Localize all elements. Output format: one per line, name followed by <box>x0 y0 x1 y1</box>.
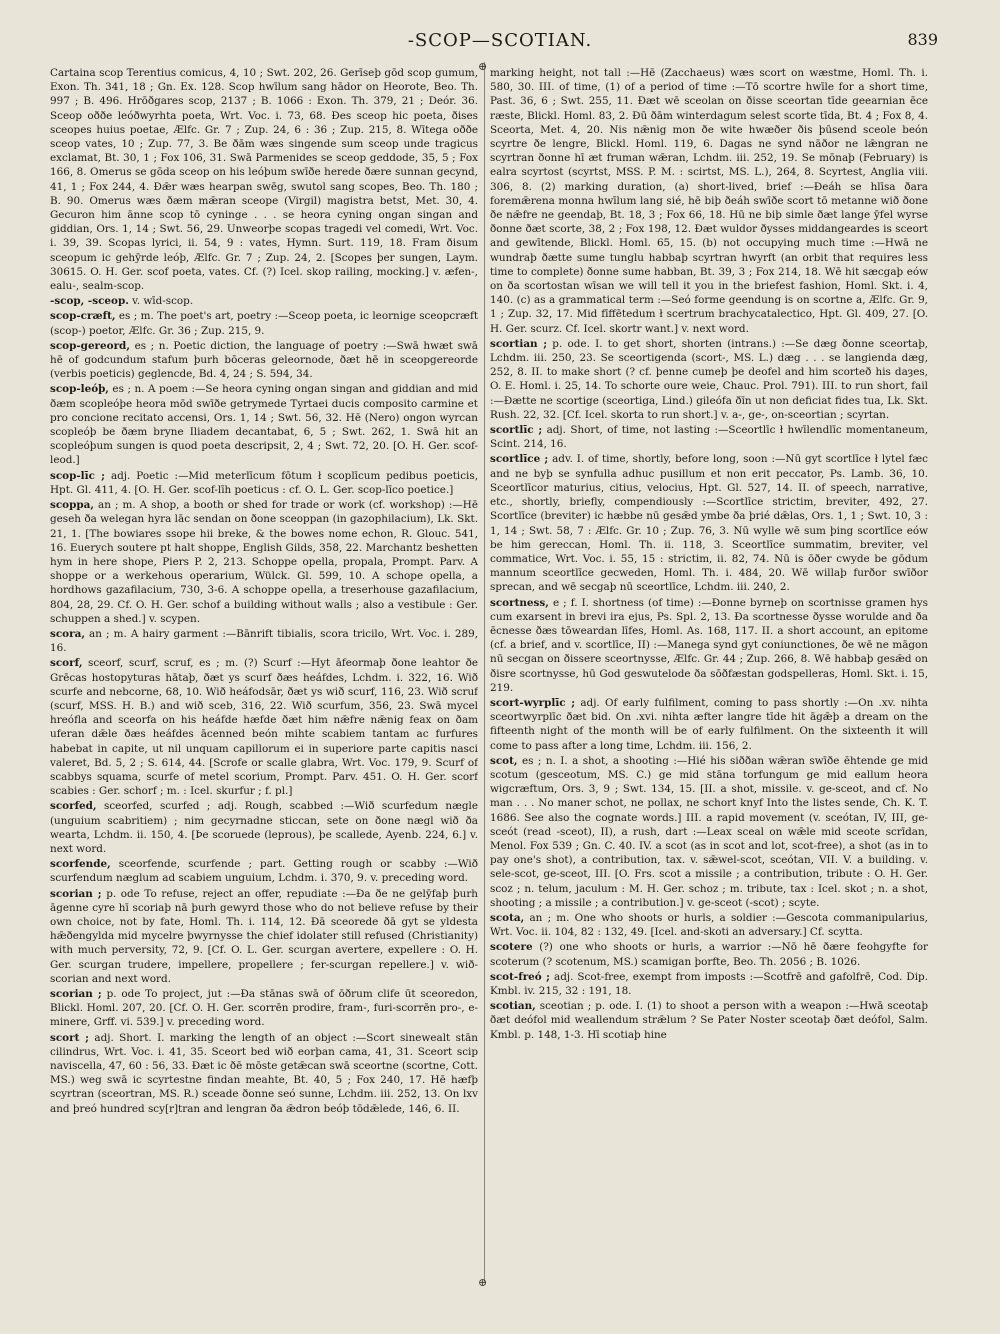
dictionary-entry <box>50 382 478 467</box>
entry-headword: scoppa, <box>50 499 94 512</box>
entry-text: sceorfende, scurfende ; part. Getting rough or scabby :—Wið scurfendum næglum ad scabiem unguium, Lchdm. i. 370, 9. v. preceding word. <box>50 858 478 885</box>
dictionary-entry <box>50 987 478 1030</box>
entry-text: adj. Of early fulfilment, coming to pass shortly :—On .xv. nihta sceortwyrplīc ðæt bid. On .xvi. nihta æfter langre tīde hit āgǣþ a dream on the fifteenth night of the month will be of early fulfilment. On the sixteenth it will come to pass after a long time, Lchdm. iii. 156, 2. <box>490 696 928 752</box>
dictionary-entry <box>490 999 928 1042</box>
entry-headword: scotere <box>490 941 533 954</box>
page-number: 839 <box>907 30 938 49</box>
dictionary-entry <box>50 469 478 497</box>
column-divider <box>484 62 485 1282</box>
entry-headword: scop-cræft, <box>50 310 116 323</box>
entry-headword: scortlīce ; <box>490 453 549 466</box>
divider-ornament-top: ⊕ <box>478 60 488 73</box>
entry-headword: scotian, <box>490 1000 536 1013</box>
page-header <box>0 30 1000 56</box>
entry-headword: scortian ; <box>490 337 548 350</box>
running-title: -SCOP—SCOTIAN. <box>407 30 593 51</box>
entry-headword: scort ; <box>50 1031 89 1044</box>
divider-ornament-bottom: ⊕ <box>478 1276 488 1289</box>
entry-headword: scorf, <box>50 657 83 670</box>
entry-text: an ; m. A hairy garment :—Bānrift tibialis, scora tricilo, Wrt. Voc. i. 289, 16. <box>50 627 478 655</box>
dictionary-entry <box>490 911 928 939</box>
dictionary-entry <box>490 940 928 968</box>
entry-text: adv. I. of time, shortly, before long, soon :—Nū gyt scortlīce ł lytel fæc and ne byþ se synfulla adhuc pusillum et non erit peccator, Ps. Lamb. 36, 10. Sceortlīcor maturius, citius, velocius, Hpt. Gl. 527, 14. II. of speech, narrative, etc., shortly, briefly, compendiously :—Scortlīce strictim, breviter, 492, 27. Scortlīce (breviter) ic hæbbe nū gesǣd ymbe ða þrié dǣlas, Ors. 1, 1 ; Swt. 10, 3 : 1, 14 ; Swt. 58, 7 : Ælfc. Gr. 10 ; Zup. 76, 3. Nū wylle wē sum þing scortlīce eów be him gereccan, Homl. Th. ii. 118, 3. Sceortlīce summatim, breviter, vel commatice, Wrt. Voc. i. 55, 15 : strictim, ii. 82, 74. Nū is ōðer cwyde be gōdum mannum sceortlīce gecweden, Homl. Th. i. 484, 20. Wē willaþ furðor swīðor sprecan, and wē secgaþ nū sceortlīce, Lchdm. iii. 240, 2. <box>490 453 928 594</box>
dictionary-entry <box>490 66 928 336</box>
entry-text: an ; m. A shop, a booth or shed for trade or work (cf. workshop) :—Hē geseh ða welegan hyra lāc sendan on ðone sceoppan (in gazophilacium), Lk. Skt. 21, 1. [The bowiares ssope hii breke, & the bowes nome echon, R. Glouc. 541, 16. Euerych soutere pt halt shoppe, English Gilds, 358, 22. Marchantz beshetten hym in here shope, Piers P. 2, 213. Schoppe opella, propala, Prompt. Parv. A shoppe or a werkehous operarium, Wülck. Gl. 599, 10. A schope opella, a hordhows gazafilacium, 730, 3-6. A schoppe opella, a treserhouse gazafilacium, 804, 28, 29. Cf. O. H. Ger. schof a building without walls ; also a vestibule : Ger. schuppen a shed.] v. scypen. <box>50 499 478 625</box>
dictionary-entry <box>50 1031 478 1116</box>
dictionary-entry <box>490 970 928 998</box>
entry-headword: scorian ; <box>50 988 102 1000</box>
dictionary-entry <box>490 452 928 594</box>
dictionary-entry <box>50 627 478 655</box>
entry-headword: scota, <box>490 911 525 924</box>
dictionary-entry <box>490 423 928 451</box>
entry-text: adj. Short, of time, not lasting :—Sceortlīc ł hwīlendlīc momentaneum, Scint. 214, 16. <box>490 424 928 451</box>
dictionary-entry <box>50 857 478 885</box>
dictionary-entry <box>490 696 928 753</box>
entry-text: adj. Scot-free, exempt from imposts :—Scotfrē and gafolfrē, Cod. Dip. Kmbl. iv. 215, 32 : 191, 18. <box>490 970 928 997</box>
entry-text: adj. Short. I. marking the length of an object :—Scort sinewealt stān cilindrus, Wrt. Voc. i. 41, 35. Sceort bed wið eorþan cama, 41, 31. Sceort scip naviscella, 47, 60 : 56, 33. Ðæt ic ðē mōste getǣcan swā sceortne (scortne, Cott. MS.) weg swā ic scyrtestne findan meahte, Bt. 40, 5 ; Fox 240, 17. Hē hæfþ scyrtran (sceortran, MS. R.) sceade ðonne seó sunne, Lchdm. iii. 252, 13. On lxv and þreó hundred scy[r]tran and lengran ða ǣdron beóþ tōdǣlede, 146, 6. II. <box>50 1031 478 1115</box>
entry-text: sceotian ; p. ode. I. (1) to shoot a person with a weapon :—Hwā sceotaþ ðæt deófol mid weallendum strǣlum ? Se Pater Noster sceotaþ ðæt deófol, Salm. Kmbl. p. 148, 1-3. Hī scotiaþ hine <box>490 1000 928 1041</box>
entry-text: (?) one who shoots or hurls, a warrior :—Nō hē ðære feohgyfte for scoterum (? scotenum, MS.) scamigan þorfte, Beo. Th. 2056 ; B. 1026. <box>490 941 928 968</box>
entry-text: sceorf, scurf, scruf, es ; m. (?) Scurf :—Hyt āfeormaþ ðone leahtor ðe Grēcas hostopyturas hātaþ, ðæt ys scurf ðæs heáfdes, Lchdm. i. 322, 16. Wið scurfe and nebcorne, 68, 10. Wið heáfodsār, ðæt ys wið scurf, 116, 23. Wið scruf (scurf, MSS. H. B.) and wið sceb, 316, 22. Wið scurfum, 356, 23. Swā mycel hreófla and sceorfa on his heáfde hæfde ðæt him nǣfre nǣnig feax on ðam uferan dǣle ðæs heáfdes ācenned beón mihte scabiem tantam ac furfures habebat in capite, ut nil unquam capillorum ei in superiore parte capitis nasci valeret, Bd. 5, 2 ; S. 614, 44. [Scrofe or scalle glabra, Wrt. Voc. 179, 9. Scurf of scabbys squama, scurfe of metel scorium, Prompt. Parv. 451. O. H. Ger. scorf scabies : Ger. schorf ; m. : Icel. skurfur ; f. pl.] <box>50 657 478 798</box>
entry-text: marking height, not tall :—Hē (Zacchaeus) wæs scort on wæstme, Homl. Th. i. 580, 30. III. of time, (1) of a period of time :—Tō scortre hwīle for a short time, Past. 36, 6 ; Swt. 255, 11. Ðæt wē sceolan on ðisse sceortan tīde geearnian ēce ræste, Blickl. Homl. 83, 2. Ðū ðām winterdagum selest scorte tīda, Bt. 4 ; Fox 8, 4. Sceorta, Met. 4, 20. Nis nǣnig mon ðe wite hwæðer ðis þūsend sceole beón scyrtre ðe lengre, Blickl. Homl. 119, 6. Dagas ne synd nāðor ne lǣngran ne scyrtran ðonne hī æt fruman wǣran, Lchdm. iii. 252, 19. Se mōnaþ (February) is ealra scyrtost (scyrtst, MSS. P. M. : scirtst, MS. L.), 264, 8. Scyrtest, Anglia viii. 306, 8. (2) marking duration, (a) short-lived, brief :—Ðeáh se hlīsa ðara foremǣrena monna hwīlum lang sié, hē biþ ðeáh swīðe scort tō metanne wið ðone ðe nǣfre ne geendaþ, Bt. 18, 3 ; Fox 66, 18. Hū ne biþ simle ðæt lange ȳfel wyrse ðonne ðæt scorte, 38, 2 ; Fox 198, 12. Ðæt wuldor ðysses middangeardes is sceort and gewītende, Blickl. Homl. 65, 15. (b) not occupying much time :—Hwā ne wundraþ ðætte sume tunglu habbaþ scyrtran hwyrft (an orbit that requires less time to complete) ðonne sume habban, Bt. 39, 3 ; Fox 214, 18. Wē hit sæcgaþ eów on ða scortostan wīsan we will tell it you in the briefest fashion, Homl. Skt. i. 4, 140. (c) as a grammatical term :—Seó forme geendung is on scortne a, Ælfc. Gr. 9, 1 ; Zup. 32, 17. Mid fīffētedum ł scertrum brachycatalectico, Hpt. Gl. 409, 27. [O. H. Ger. scurz. Cf. Icel. skortr want.] v. next word. <box>490 67 928 335</box>
entry-headword: scort-wyrplīc ; <box>490 696 576 709</box>
entry-headword: scot-freó ; <box>490 970 550 983</box>
dictionary-entry <box>50 656 478 798</box>
dictionary-entry <box>50 309 478 337</box>
right-column <box>490 66 928 1310</box>
entry-text: es ; n. A poem :—Se heora cyning ongan singan and giddian and mid ðæm scopleóþe heora mōd swīðe getrymede Tyrtaei ducis composito carmine et pro concione recitato accensi, Ors. 1, 14 ; Swt. 56, 32. Hē (Nero) ongon wyrcan scopleóþ be ðæm bryne Iliadem decantabat, 6, 5 ; Swt. 262, 1. Swā hit an scopleóþum sungen is quod poeta descripsit, 2, 4 ; Swt. 72, 20. [O. H. Ger. scof-leod.] <box>50 383 478 467</box>
dictionary-entry <box>50 294 478 308</box>
dictionary-entry <box>490 754 928 910</box>
entry-text: p. ode. I. to get short, shorten (intrans.) :—Se dæg ðonne sceortaþ, Lchdm. iii. 250, 23. Se sceortigenda (scort-, MS. L.) dæg . . . se langienda dæg, 252, 8. II. to make short (? cf. þenne cumeþ þe deofel and him scorteð his daȝes, O. E. Homl. i. 25, 14. To schorte oure weie, Chauc. Prol. 791). III. to run short, fail :—Ðætte ne scortige (sceortiga, Lind.) gileófa ðīn ut non deficiat fides tua, Lk. Skt. Rush. 22, 32. [Cf. Icel. skorta to run short.] v. a-, ge-, on-sceortian ; scyrtan. <box>490 337 928 421</box>
entry-text: p. ode To refuse, reject an offer, repudiate :—Ða ðe ne gelȳfaþ þurh āgenne cyre hī scoriaþ nā þurh gewyrd those who do not believe refuse by their own choice, not by fate, Homl. Th. i. 114, 12. Ðā sceorede ðā gyt se yldesta hǣðengylda mid mycelre þwyrnysse the chief idolater still refused (Christianity) with much perversity, 72, 9. [Cf. O. L. Ger. scurgan avertere, expellere : O. H. Ger. scurgan trudere, impellere, propellere ; fer-scurgan repellere.] v. wið-scorian and next word. <box>50 887 478 985</box>
entry-headword: scortlīc ; <box>490 424 543 437</box>
entry-headword: scop-līc ; <box>50 469 105 482</box>
entry-text: p. ode To project, jut :—Ða stānas swā of ōðrum clife ūt sceoredon, Blickl. Homl. 207, 20. [Cf. O. H. Ger. scorrēn prodire, fram-, furi-scorrēn pro-, e-minere, Grff. vi. 539.] v. preceding word. <box>50 988 478 1029</box>
entry-headword: scop-gereord, <box>50 339 130 352</box>
dictionary-entry <box>50 887 478 986</box>
dictionary-entry <box>490 596 928 695</box>
left-column <box>50 66 478 1310</box>
entry-headword: scorfende, <box>50 858 111 871</box>
entry-headword: scora, <box>50 627 85 640</box>
entry-text: es ; n. I. a shot, a shooting :—Hié his siððan wǣran swīðe ēhtende ge mid scotum (gesceotum, MS. C.) ge mid stāna torfungum ge mid eallum heora wigcræftum, Ors. 3, 9 ; Swt. 134, 15. [II. a shot, missile. v. ge-sceot, and cf. No man . . . No maner schot, ne pollax, ne schort knyf Into the listes sende, Ch. K. T. 1686. See also the cognate words.] III. a rapid movement (v. sceótan, IV, III, ge-sceót (read -sceot), II), a rush, dart :—Leax sceal on wǣle mid sceote scrīdan, Menol. Fox 539 ; Gn. C. 40. IV. a scot (as in scot and lot, scot-free), a shot (as in to pay one's shot), a contribution, tax. v. sǣwel-scot, sceótan, VII. V. a building. v. sele-scot, ge-sceot, III. [O. Frs. scot a missile ; a contribution, tribute : O. H. Ger. scoz ; n. telum, jaculum : M. H. Ger. schoz ; m. tribute, tax : Icel. skot ; n. a shot, shooting ; a missile ; a contribution.] v. ge-sceot (-scot) ; scyte. <box>490 754 928 909</box>
entry-text: es ; n. Poetic diction, the language of poetry :—Swā hwæt swā hē of godcundum stafum þurh bōceras geleornode, ðæt hē in sceopgereorde (verbis poeticis) geglencde, Bd. 4, 24 ; S. 594, 34. <box>50 339 478 381</box>
entry-text: sceorfed, scurfed ; adj. Rough, scabbed :—Wið scurfedum nægle (unguium scabritiem) ; nim gecyrnadne sticcan, sete on ðone nægl wið ða wearta, Lchdm. ii. 150, 4. [Þe scoruede (leprous), þe scallede, Ayenb. 224, 6.] v. next word. <box>50 800 478 855</box>
dictionary-entry <box>50 339 478 382</box>
entry-text: e ; f. I. shortness (of time) :—Ðonne byrneþ on scortnisse gramen hys cum exarsent in brevi ira ejus, Ps. Spl. 2, 13. Ða scortnesse ðysse worulde and ða ēcnesse ðæs tōweardan līfes, Homl. As. 168, 117. II. a short account, an epitome (cf. a brief, and v. scortlīce, II) :—Manega synd gyt coniunctiones, ðe wē ne māgon nū secgan on ðissere sceortnysse, Ælfc. Gr. 44 ; Zup. 266, 8. Wē habbaþ gesǣd on ðisre scortnysse, hū God geswutelode ða sōðfæstan godspelleras, Homl. Skt. i. 15, 219. <box>490 596 928 694</box>
entry-text: Cartaina scop Terentius comicus, 4, 10 ; Swt. 202, 26. Gerīseþ gōd scop gumum, Exon. Th. 341, 18 ; Gn. Ex. 128. Scop hwīlum sang hādor on Heorote, Beo. Th. 997 ; B. 496. Hrōðgares scop, 2137 ; B. 1066 : Exon. Th. 379, 21 ; Deór. 36. Sceop oððe leóðwyrhta poeta, Wrt. Voc. i. 73, 68. Ðes sceop hic poeta, ðises sceopes huius poetae, Ælfc. Gr. 7 ; Zup. 24, 6 : 36 ; Zup. 215, 8. Wītega oððe sceop vates, 10 ; Zup. 77, 3. Be ðām wæs singende sum sceop unde tragicus exclamat, Bt. 30, 1 ; Fox 106, 31. Swā Parmenides se sceop geddode, 35, 5 ; Fox 166, 8. Omerus se gōda sceop on his leóþum swīðe herede ðære sunnan gecynd, 41, 1 ; Fox 244, 4. Ðǣr wæs hearpan swēg, swutol sang scopes, Beo. Th. 180 ; B. 90. Omerus wæs ðæm mǣran sceope (Virgil) magistra betst, Met. 30, 4. Gecuron him ānne scop tō cyninge . . . se heora cyning ongan singan and giddian, Ors. 1, 14 ; Swt. 56, 29. Unweorþe scopas tragedi vel comedi, Wrt. Voc. i. 39, 39. Scopas lyrici, ii. 54, 9 : vates, Hymn. Surt. 119, 18. Fram ðisum sceopum ic gehȳrde leóþ, Ælfc. Gr. 7 ; Zup. 24, 2. [Scopes þer sungen, Laym. 30615. O. H. Ger. scof poeta, vates. Cf. (?) Icel. skop railing, mocking.] v. æfen-, ealu-, sealm-scop. <box>50 67 478 293</box>
dictionary-entry <box>50 799 478 856</box>
entry-text: an ; m. One who shoots or hurls, a soldier :—Gescota commanipularius, Wrt. Voc. ii. 104, 82 : 132, 49. [Icel. and-skoti an adversary.] Cf. scytta. <box>490 911 928 939</box>
entry-headword: -scop, -sceop. <box>50 295 129 308</box>
entry-text: adj. Poetic :—Mid meterlīcum fōtum ł scoplīcum pedibus poeticis, Hpt. Gl. 411, 4. [O. H. Ger. scof-līh poeticus : cf. O. L. Ger. scop-līco poetice.] <box>50 469 478 496</box>
entry-text: es ; m. The poet's art, poetry :—Sceop poeta, ic leornige sceopcræft (scop-) poetor, Ælfc. Gr. 36 ; Zup. 215, 9. <box>50 310 478 337</box>
entry-headword: scorian ; <box>50 887 102 900</box>
dictionary-entry <box>50 498 478 626</box>
entry-headword: scot, <box>490 754 518 767</box>
dictionary-entry <box>50 66 478 293</box>
entry-headword: scop-leóþ, <box>50 383 109 396</box>
dictionary-entry <box>490 337 928 422</box>
entry-headword: scortness, <box>490 596 549 609</box>
entry-text: v. wīd-scop. <box>132 295 194 308</box>
entry-headword: scorfed, <box>50 800 97 813</box>
